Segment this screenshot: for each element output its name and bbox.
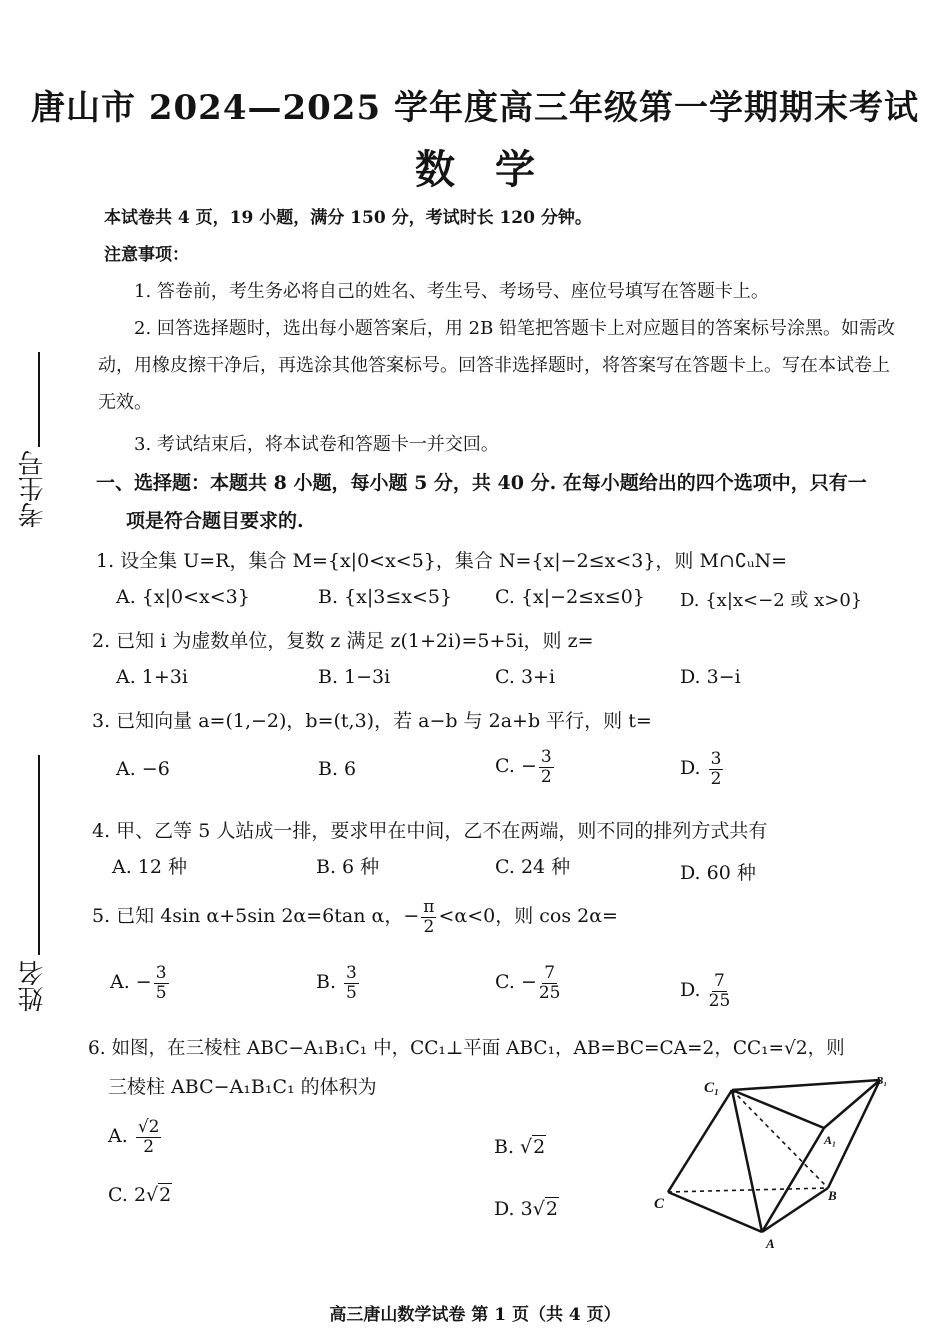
q6-option-d: D. 3√2	[494, 1198, 558, 1220]
q5-stem: 5. 已知 4sin α+5sin 2α=6tan α，− $\frac{\pi}{2}$ <α<0，则 cos 2α=	[92, 897, 618, 937]
notice-2-line1: 2. 回答选择题时，选出每小题答案后，用 2B 铅笔把答题卡上对应题目的答案标号涂黑。如需改	[134, 318, 896, 339]
notice-2-line2: 动，用橡皮擦干净后，再选涂其他答案标号。回答非选择题时，将答案写在答题卡上。写在本试卷上	[98, 355, 890, 376]
exam-number-line	[38, 352, 40, 447]
q6-stem-line1: 6. 如图，在三棱柱 ABC−A₁B₁C₁ 中，CC₁⊥平面 ABC₁，AB=BC=CA=2，CC₁=√2，则	[88, 1038, 845, 1059]
label-b: B	[828, 1188, 837, 1203]
edge-c-a	[668, 1192, 762, 1232]
q5-option-b: B. $\frac{3}{5}$	[316, 963, 357, 1003]
q5-option-d: D. $\frac{7}{25}$	[680, 971, 731, 1011]
label-c1: C₁	[704, 1080, 720, 1096]
name-label: 姓名	[18, 960, 48, 1012]
q6-option-a: A. $\frac{√2}{2}$	[108, 1117, 160, 1157]
q4-option-d: D. 60 种	[680, 862, 756, 884]
q2-option-d: D. 3−i	[680, 666, 741, 688]
q3-stem: 3. 已知向量 a=(1,−2)，b=(t,3)，若 a−b 与 2a+b 平行，则 t=	[92, 710, 652, 732]
notice-2-line3: 无效。	[98, 392, 152, 413]
q4-option-c: C. 24 种	[495, 856, 571, 878]
label-b1: B₁	[876, 1075, 888, 1087]
q3-option-d: D. $\frac{3}{2}$	[680, 749, 722, 789]
section-heading-line2: 项是符合题目要求的.	[126, 510, 304, 532]
q1-option-d: D. {x|x<−2 或 x>0}	[680, 590, 863, 611]
notice-1: 1. 答卷前，考生务必将自己的姓名、考生号、考场号、座位号填写在答题卡上。	[134, 281, 769, 302]
q1-option-c: C. {x|−2≤x≤0}	[495, 586, 645, 608]
name-line	[38, 755, 40, 955]
q6-option-b: B. √2	[494, 1136, 546, 1158]
prism-figure	[648, 1070, 893, 1250]
q4-option-b: B. 6 种	[316, 856, 380, 878]
edge-c1-b1	[732, 1080, 880, 1090]
q4-stem: 4. 甲、乙等 5 人站成一排，要求甲在中间，乙不在两端，则不同的排列方式共有	[92, 820, 768, 842]
edge-c1-a	[732, 1090, 762, 1232]
q1-option-a: A. {x|0<x<3}	[116, 586, 250, 608]
q1-stem: 1. 设全集 U=R，集合 M={x|0<x<5}，集合 N={x|−2≤x<3}，则 M∩∁ᵤN=	[96, 550, 788, 572]
edge-a1-a	[762, 1128, 824, 1232]
q6-stem-line2: 三棱柱 ABC−A₁B₁C₁ 的体积为	[108, 1076, 377, 1098]
edge-c1-b-hidden	[732, 1090, 828, 1188]
page-footer: 高三唐山数学试卷 第 1 页（共 4 页）	[329, 1305, 621, 1325]
label-c: C	[654, 1196, 665, 1212]
edge-b-a	[762, 1188, 828, 1232]
exam-info: 本试卷共 4 页，19 小题，满分 150 分，考试时长 120 分钟。	[104, 208, 592, 228]
edge-b1-a1	[824, 1080, 880, 1128]
notice-heading: 注意事项：	[104, 245, 189, 265]
exam-number-label: 考生号	[18, 450, 48, 528]
q2-option-c: C. 3+i	[495, 666, 556, 688]
q3-option-c: C. − $\frac{3}{2}$	[495, 747, 552, 787]
exam-title: 唐山市 2024—2025 学年度高三年级第一学期期末考试	[31, 88, 919, 128]
label-a1: A₁	[824, 1133, 837, 1147]
subject-title: 数学	[415, 146, 575, 193]
q4-option-a: A. 12 种	[112, 856, 188, 878]
section-heading-line1: 一、选择题：本题共 8 小题，每小题 5 分，共 40 分. 在每小题给出的四个选项中，只有一	[96, 472, 867, 494]
q1-option-b: B. {x|3≤x<5}	[318, 586, 453, 608]
q3-option-b: B. 6	[318, 758, 357, 780]
edge-c-b-hidden	[668, 1188, 828, 1192]
q3-option-a: A. −6	[116, 758, 170, 780]
edge-c1-a1	[732, 1090, 824, 1128]
q6-option-c: C. 2√2	[108, 1184, 172, 1206]
q2-option-a: A. 1+3i	[116, 666, 188, 688]
notice-3: 3. 考试结束后，将本试卷和答题卡一并交回。	[134, 434, 499, 455]
q2-option-b: B. 1−3i	[318, 666, 391, 688]
q2-stem: 2. 已知 i 为虚数单位，复数 z 满足 z(1+2i)=5+5i，则 z=	[92, 630, 594, 652]
edge-c1-c	[668, 1090, 732, 1192]
q5-option-a: A. − $\frac{3}{5}$	[110, 963, 167, 1003]
q5-option-c: C. − $\frac{7}{25}$	[495, 963, 561, 1003]
label-a: A	[766, 1236, 775, 1250]
